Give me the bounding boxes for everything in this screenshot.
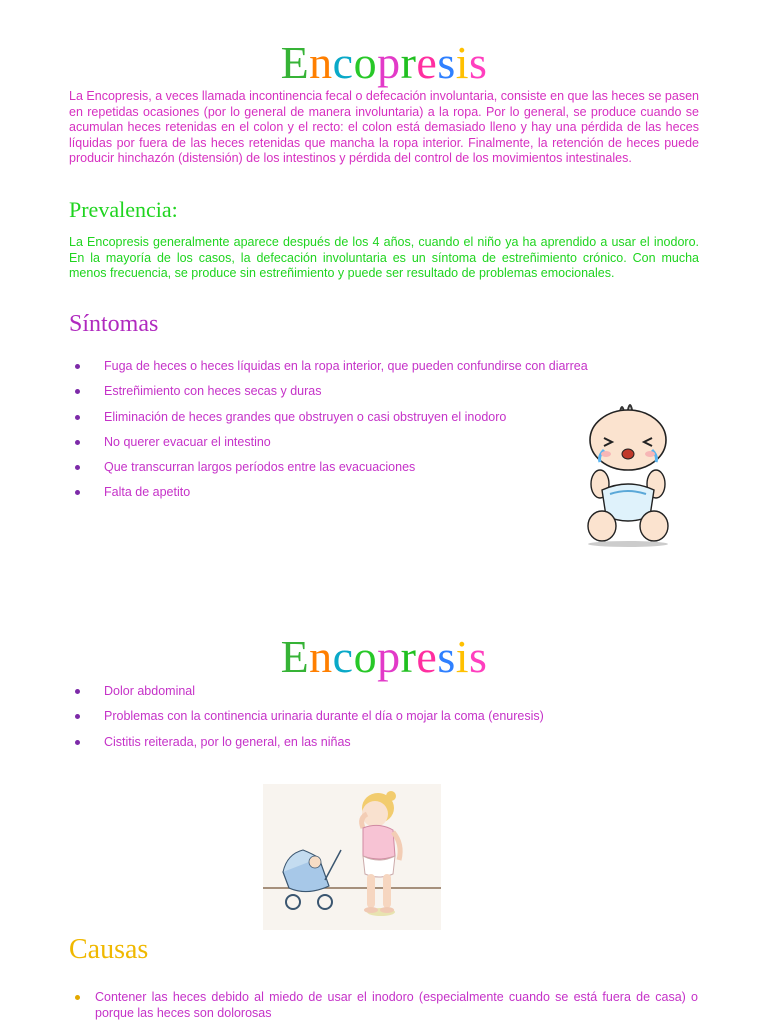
- bullet-dot: [75, 389, 80, 394]
- title-letter: s: [469, 37, 488, 88]
- causas-list: [0, 989, 698, 1021]
- list-item: Eliminación de heces grandes que obstruyen o casi obstruyen el inodoro: [0, 409, 588, 434]
- bullet-dot: [75, 415, 80, 420]
- list-item: Contener las heces debido al miedo de usar el inodoro (especialmente cuando se está fuera de casa) o porque las heces son dolorosas: [0, 989, 698, 1021]
- title-letter: E: [280, 631, 310, 682]
- title-letter: i: [455, 631, 470, 682]
- sintomas-heading: Síntomas: [69, 311, 159, 337]
- prevalencia-heading: Prevalencia:: [69, 197, 178, 222]
- title-letter: r: [400, 631, 417, 682]
- title-letter: c: [332, 631, 354, 682]
- bullet-dot: [75, 995, 80, 1000]
- title-letter: c: [332, 37, 354, 88]
- list-item: Cistitis reiterada, por lo general, en las niñas: [0, 734, 544, 759]
- bullet-dot: [75, 490, 80, 495]
- list-item: Problemas con la continencia urinaria durante el día o mojar la coma (enuresis): [0, 708, 544, 733]
- title-letter: s: [469, 631, 488, 682]
- page-title-repeat: [0, 632, 768, 682]
- toddler-with-stroller-illustration: [263, 784, 441, 930]
- prevalencia-paragraph: La Encopresis generalmente aparece después de los 4 años, cuando el niño ya ha aprendido a usar el inodoro. En la mayoría de los casos, la defecación involuntaria es un síntoma de estreñimiento crónico. Con mucha menos frecuencia, se produce sin estreñimiento y puede ser resultado de problemas emocionales.: [69, 235, 699, 281]
- title-letter: r: [400, 37, 417, 88]
- bullet-dot: [75, 714, 80, 719]
- intro-paragraph: La Encopresis, a veces llamada incontinencia fecal o defecación involuntaria, consiste en que las heces se pasen en repetidas ocasiones (por lo general de manera involuntaria) a la ropa. Por lo general, se produce cuando se acumulan heces retenidas en el colon y el recto: el colon está demasiado lleno y hay una pérdida de las heces líquidas por fuera de las heces retenidas que mancha la ropa interior. Finalmente, la retención de heces puede producir hinchazón (distensión) de los intestinos y pérdida del control de los movimientos intestinales.: [69, 89, 699, 166]
- title-letter: s: [437, 37, 456, 88]
- title-letter: E: [280, 37, 310, 88]
- list-item: Estreñimiento con heces secas y duras: [0, 383, 588, 408]
- title-letter: p: [377, 631, 401, 682]
- title-letter: e: [416, 631, 438, 682]
- list-item: Que transcurran largos períodos entre las evacuaciones: [0, 459, 588, 484]
- sintomas-list-continued: [0, 683, 544, 759]
- title-letter: o: [353, 37, 378, 88]
- title-letter: i: [455, 37, 470, 88]
- bullet-dot: [75, 740, 80, 745]
- title-letter: e: [416, 37, 438, 88]
- crying-baby-illustration: [580, 398, 676, 548]
- list-item: Dolor abdominal: [0, 683, 544, 708]
- bullet-dot: [75, 440, 80, 445]
- sintomas-list: [0, 358, 588, 510]
- list-item: Fuga de heces o heces líquidas en la ropa interior, que pueden confundirse con diarrea: [0, 358, 588, 383]
- title-letter: n: [309, 631, 333, 682]
- title-letter: n: [309, 37, 333, 88]
- page-title: [0, 38, 768, 88]
- title-letter: s: [437, 631, 456, 682]
- title-letter: p: [377, 37, 401, 88]
- bullet-dot: [75, 364, 80, 369]
- bullet-dot: [75, 689, 80, 694]
- causas-heading: Causas: [69, 934, 149, 965]
- bullet-dot: [75, 465, 80, 470]
- list-item: No querer evacuar el intestino: [0, 434, 588, 459]
- title-letter: o: [353, 631, 378, 682]
- list-item: Falta de apetito: [0, 484, 588, 509]
